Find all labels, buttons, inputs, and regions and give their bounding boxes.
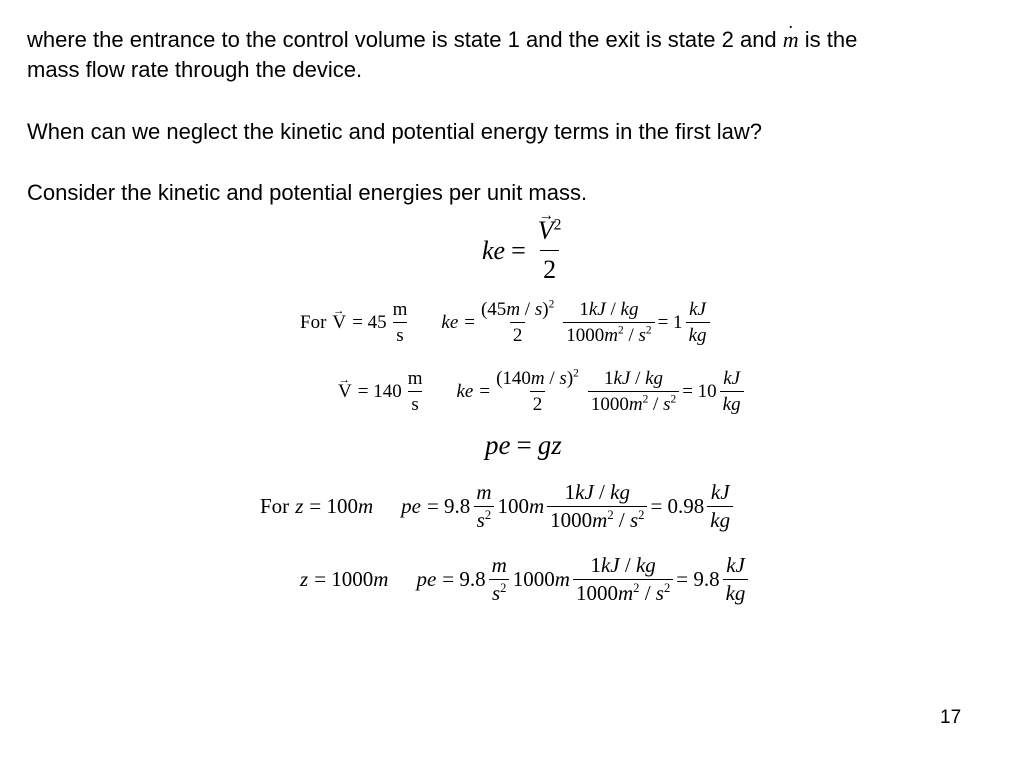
exponent: 2	[553, 216, 562, 234]
velocity-value: = 45	[352, 312, 387, 333]
ke-label: ke	[441, 312, 459, 333]
velocity-value: = 140	[357, 381, 402, 402]
pe-label: pe	[416, 567, 437, 591]
velocity-squared-fraction: $\frac{(140m / s)^2}{2}$	[496, 367, 579, 415]
equals-sign: =	[516, 430, 532, 460]
equation-pe-1000: z = 1000 m pe = 9.8 $\frac{m}{s^2}$ 1000 m $\frac{1kJ / kg}{1000m^2 / s^2}$ = 9.8 $\frac{kJ}{kg}$	[300, 555, 751, 604]
result-unit: $\frac{kJ}{kg}$	[686, 300, 710, 345]
conversion-fraction: $\frac{1kJ / kg}{1000m^2 / s^2}$	[547, 482, 647, 531]
equation-ke-45	[300, 300, 713, 345]
height-term: 100	[497, 494, 529, 518]
paragraph-question: When can we neglect the kinetic and potential energy terms in the first law?	[27, 119, 762, 144]
result-unit: $\frac{kJ}{kg}$	[707, 482, 733, 531]
equation-ke-140	[338, 369, 747, 414]
p1-text-line2: mass flow rate through the device.	[27, 57, 363, 82]
height-term: 1000	[512, 567, 555, 591]
mdot-symbol: · m	[783, 25, 799, 55]
ke-label: ke	[456, 381, 474, 402]
equation-pe-definition	[485, 432, 562, 459]
for-label: For	[260, 494, 290, 518]
velocity-unit	[390, 300, 411, 345]
unit-den: s	[393, 322, 406, 345]
gravity-value: = 9.8	[442, 567, 486, 591]
pe-lhs: pe	[485, 430, 511, 460]
p1-text-a: where the entrance to the control volume is state 1 and the exit is state 2 and	[27, 27, 783, 52]
paragraph-mass-flow	[27, 25, 1012, 85]
result-value: = 10	[682, 381, 717, 402]
pe-rhs: gz	[537, 430, 562, 460]
velocity-vector: → V	[538, 218, 554, 244]
conversion-fraction: $\frac{1kJ / kg}{1000m^2 / s^2}$	[588, 369, 679, 414]
velocity-vector: → V	[332, 313, 346, 332]
denominator: 2	[540, 250, 559, 283]
gravity-unit: $\frac{m}{s^2}$	[489, 555, 510, 604]
p1-text-b: is the	[798, 27, 858, 52]
equals-sign: =	[479, 381, 491, 402]
result-value: = 1	[657, 312, 683, 333]
for-label: For	[300, 312, 327, 333]
velocity-unit: $\frac{m}{s}$	[407, 368, 423, 415]
gravity-unit: $\frac{m}{s^2}$	[473, 482, 494, 531]
result-value: = 0.98	[650, 494, 705, 518]
velocity-vector: → V	[338, 382, 352, 401]
velocity-squared-fraction: $\frac{(45m / s)^2}{2}$	[480, 298, 555, 346]
unit-num: m	[392, 299, 408, 320]
z-var: z	[300, 567, 309, 591]
result-value: = 9.8	[676, 567, 720, 591]
gravity-value: = 9.8	[426, 494, 471, 518]
conversion-fraction: $\frac{1kJ / kg}{1000m^2 / s^2}$	[563, 300, 654, 345]
height-value: = 100	[309, 494, 358, 518]
ke-fraction	[535, 218, 565, 283]
equals-sign: =	[464, 312, 475, 333]
result-unit: $\frac{kJ}{kg}$	[723, 555, 749, 604]
z-var: z	[295, 494, 304, 518]
equation-ke-definition	[482, 218, 567, 283]
paragraph-consider: Consider the kinetic and potential energies per unit mass.	[27, 180, 588, 205]
pe-label: pe	[401, 494, 421, 518]
equation-pe-100: For z = 100 m pe = 9.8 $\frac{m}{s^2}$ 100 m $\frac{1kJ / kg}{1000m^2 / s^2}$ = 0.98 $\frac{kJ}{kg}$	[260, 482, 736, 531]
ke-lhs: ke	[482, 235, 506, 265]
result-unit: $\frac{kJ}{kg}$	[720, 369, 744, 414]
conversion-fraction: $\frac{1kJ / kg}{1000m^2 / s^2}$	[573, 555, 673, 604]
page-number: 17	[940, 707, 962, 728]
equals-sign: =	[511, 235, 526, 265]
height-value: = 1000	[314, 567, 374, 591]
